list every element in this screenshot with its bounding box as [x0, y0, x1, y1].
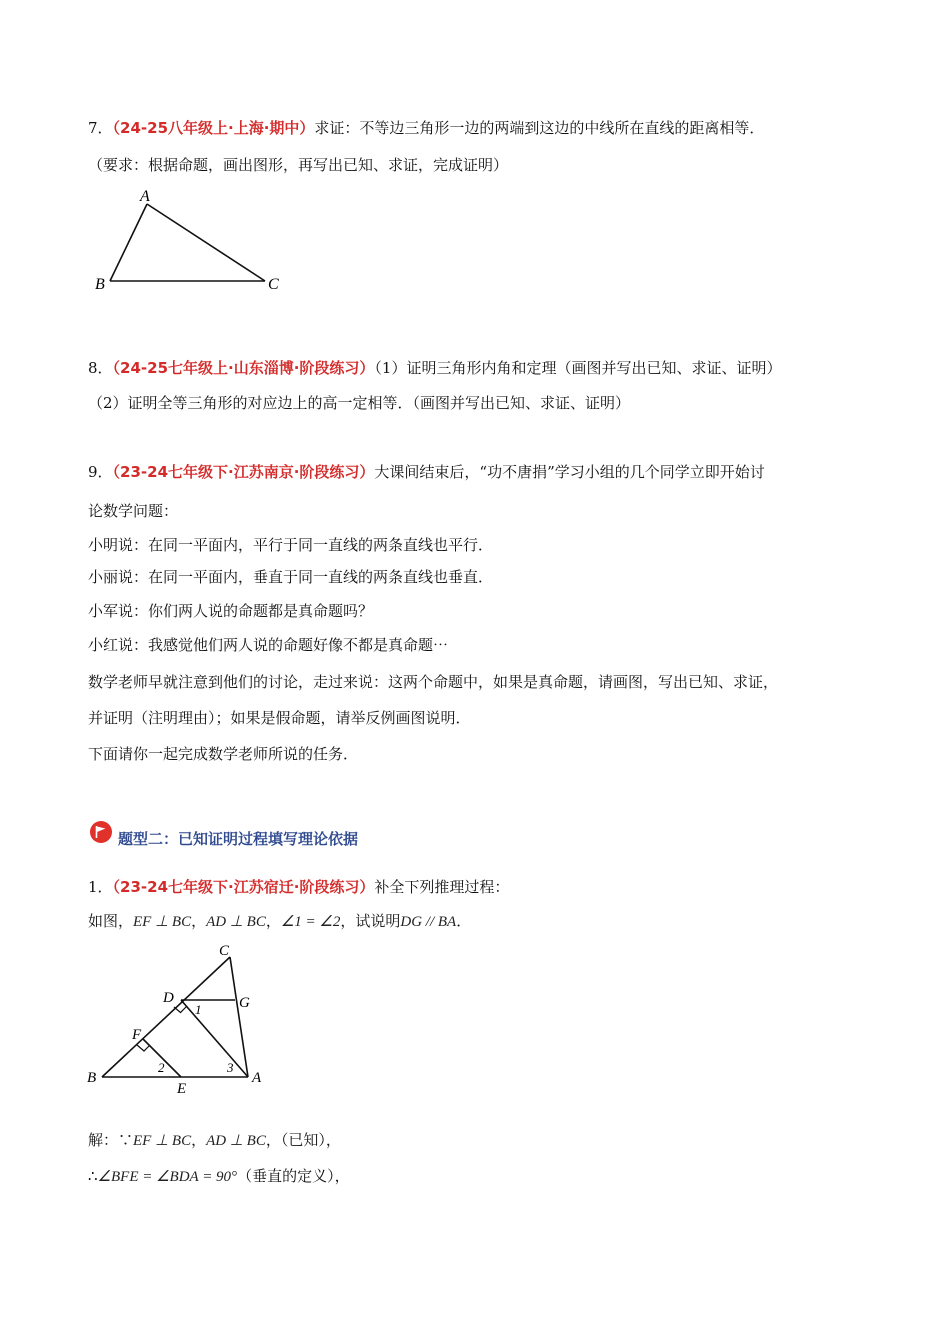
q7-source: （24-25八年级上·上海·期中）: [112, 119, 315, 137]
given-end: ．: [456, 912, 472, 930]
q9-line: [88, 462, 765, 482]
angle-label-1: 1: [195, 1002, 202, 1017]
flag-icon: [90, 821, 112, 843]
sol-sep: ，: [191, 1131, 207, 1149]
sol-ef-perp-bc: EF ⊥ BC: [133, 1133, 192, 1149]
q9-line1: 大课间结束后，“功不唐捐”学习小组的几个同学立即开始讨: [374, 463, 765, 481]
q9-line2: 论数学问题：: [88, 502, 179, 520]
label-e: E: [177, 1081, 187, 1095]
q7-triangle-figure: [90, 185, 300, 300]
given-sep1: ，: [191, 912, 207, 930]
s2q1-geometry-figure: [85, 940, 275, 1095]
sol-ad-perp-bc: AD ⊥ BC: [206, 1133, 266, 1149]
side-ac: [147, 204, 265, 281]
s2q1-given: [88, 911, 471, 932]
solution-line2: [88, 1166, 350, 1187]
q9-number: 9．: [88, 463, 113, 481]
q7-line: [88, 118, 764, 138]
s2q1-line: [88, 877, 509, 897]
section-title: 题型二：已知证明过程填写理论依据: [118, 829, 359, 848]
given-pre: 如图，: [88, 912, 134, 930]
q9-li: 小丽说：在同一平面内，垂直于同一直线的两条直线也垂直．: [88, 568, 494, 586]
q8-part1: （1）证明三角形内角和定理（画图并写出已知、求证、证明）: [374, 359, 782, 377]
label-a: A: [140, 188, 150, 205]
given-post: ，试说明: [340, 912, 401, 930]
side-ab: [110, 204, 147, 281]
cond-angle-equal: ∠1 = ∠2: [280, 914, 341, 930]
s2q1-source: （23-24七年级下·江苏宿迁·阶段练习）: [112, 878, 375, 896]
q9-jun: 小军说：你们两人说的命题都是真命题吗？: [88, 602, 374, 620]
q8-number: 8．: [88, 359, 113, 377]
q7-number: 7．: [88, 119, 113, 137]
q8-source: （24-25七年级上·山东淄博·阶段练习）: [112, 359, 375, 377]
goal-dg-parallel-ba: DG // BA: [400, 914, 457, 930]
q8-line: [88, 358, 781, 378]
sol-reason2: （垂直的定义），: [237, 1167, 350, 1185]
s2q1-number: 1．: [88, 878, 113, 896]
section-header: [90, 823, 358, 853]
q9-task: 下面请你一起完成数学老师所说的任务．: [88, 745, 359, 763]
q9-teacher2: 并证明（注明理由）；如果是假命题，请举反例画图说明．: [88, 709, 471, 727]
label-c: C: [268, 276, 279, 293]
label-b: B: [95, 276, 105, 293]
label-f: F: [132, 1027, 142, 1043]
right-angle-mark-f: [137, 1045, 150, 1051]
cond-ef-perp-bc: EF ⊥ BC: [133, 914, 192, 930]
label-b: B: [87, 1070, 97, 1086]
q7-text: 求证：不等边三角形一边的两端到这边的中线所在直线的距离相等．: [314, 119, 765, 137]
sol-reason1: ，（已知），: [265, 1131, 341, 1149]
angle-label-3: 3: [227, 1060, 234, 1075]
segment-bc: [102, 957, 230, 1077]
label-g: G: [239, 995, 250, 1011]
solution-line1: [88, 1130, 341, 1151]
q8-part2: （2）证明全等三角形的对应边上的高一定相等．（画图并写出已知、求证、证明）: [88, 394, 631, 412]
q9-ming: 小明说：在同一平面内，平行于同一直线的两条直线也平行．: [88, 536, 494, 554]
given-sep2: ，: [265, 912, 281, 930]
cond-ad-perp-bc: AD ⊥ BC: [206, 914, 266, 930]
q9-teacher1: 数学老师早就注意到他们的讨论，走过来说：这两个命题中，如果是真命题，请画图，写出已知、求证，: [88, 673, 779, 691]
therefore-symbol: ∴: [88, 1167, 98, 1185]
q9-source: （23-24七年级下·江苏南京·阶段练习）: [112, 463, 375, 481]
label-a: A: [252, 1070, 262, 1086]
sol-angle-equation: ∠BFE = ∠BDA = 90°: [97, 1169, 238, 1185]
sol-pre: 解：∵: [88, 1131, 134, 1149]
angle-label-2: 2: [158, 1060, 165, 1075]
q9-hong: 小红说：我感觉他们两人说的命题好像不都是真命题⋯: [88, 636, 449, 654]
label-c: C: [219, 943, 230, 959]
label-d: D: [163, 990, 174, 1006]
s2q1-intro: 补全下列推理过程：: [374, 878, 510, 896]
q7-requirement: （要求：根据命题，画出图形，再写出已知、求证，完成证明）: [88, 156, 509, 174]
